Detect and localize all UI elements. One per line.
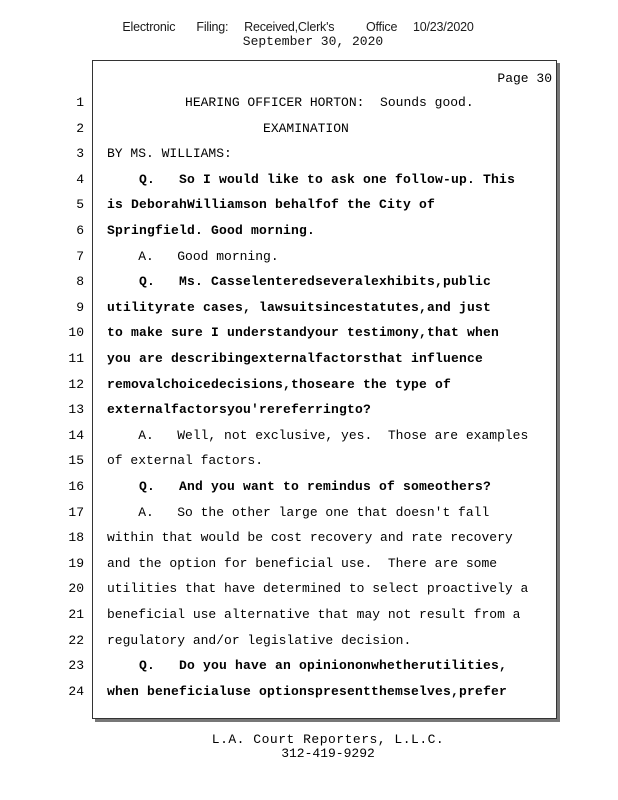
line-number: 11 [68, 351, 84, 366]
transcript-line: of external factors. [107, 453, 264, 468]
line-number: 23 [68, 658, 84, 673]
transcript-line: Q. So I would like to ask one follow-up. This [107, 172, 516, 187]
transcript-line: beneficial use alternative that may not result from a [107, 607, 521, 622]
transcript-line: within that would be cost recovery and rate recovery [107, 530, 513, 545]
line-number: 4 [76, 172, 84, 187]
line-number: 24 [68, 684, 84, 699]
line-number: 14 [68, 428, 84, 443]
transcript-line: Q. Ms. Casselenteredseveralexhibits,public [107, 274, 492, 289]
transcript-date: September 30, 2020 [242, 34, 384, 49]
line-number: 1 [76, 95, 84, 110]
transcript-line: HEARING OFFICER HORTON: Sounds good. [107, 95, 474, 110]
line-number: 8 [76, 274, 84, 289]
transcript-line: is DeborahWilliamson behalfof the City of [107, 197, 436, 212]
line-number: 20 [68, 581, 84, 596]
page-number: Page 30 [497, 71, 552, 86]
court-reporter-phone: 312-419-9292 [281, 746, 375, 761]
transcript-line: Q. Do you have an opiniononwhetherutilities, [107, 658, 508, 673]
transcript-line: externalfactorsyou'rereferringto? [107, 402, 372, 417]
transcript-line: removalchoicedecisions,thoseare the type of [107, 377, 452, 392]
transcript-line: Springfield. Good morning. [107, 223, 316, 238]
line-number: 12 [68, 377, 84, 392]
transcript-line: to make sure I understandyour testimony,that when [107, 325, 500, 340]
line-number: 7 [76, 249, 84, 264]
line-number: 9 [76, 300, 84, 315]
line-number: 21 [68, 607, 84, 622]
line-number: 17 [68, 505, 84, 520]
line-number: 19 [68, 556, 84, 571]
transcript-line: EXAMINATION [107, 121, 349, 136]
transcript-line: when beneficialuse optionspresentthemselves,prefer [107, 684, 508, 699]
transcript-line: Q. And you want to remindus of someothers? [107, 479, 492, 494]
line-number: 18 [68, 530, 84, 545]
transcript-line: A. Good morning. [107, 249, 279, 264]
court-reporter-name: L.A. Court Reporters, L.L.C. [211, 732, 445, 747]
transcript-line: regulatory and/or legislative decision. [107, 633, 412, 648]
line-number: 5 [76, 197, 84, 212]
line-number: 16 [68, 479, 84, 494]
transcript-line: utilities that have determined to select proactively a [107, 581, 529, 596]
transcript-line: BY MS. WILLIAMS: [107, 146, 232, 161]
transcript-line: A. Well, not exclusive, yes. Those are examples [107, 428, 529, 443]
transcript-line: A. So the other large one that doesn't fall [107, 505, 490, 520]
filing-stamp: Electronic Filing: Received,Clerk's Office 10/23/2020 [122, 20, 474, 34]
line-number: 13 [68, 402, 84, 417]
line-number: 3 [76, 146, 84, 161]
line-number: 15 [68, 453, 84, 468]
line-number: 6 [76, 223, 84, 238]
line-number: 2 [76, 121, 84, 136]
transcript-line: and the option for beneficial use. There are some [107, 556, 498, 571]
line-number: 22 [68, 633, 84, 648]
line-number: 10 [68, 325, 84, 340]
transcript-line: you are describingexternalfactorsthat influence [107, 351, 484, 366]
transcript-line: utilityrate cases, lawsuitsincestatutes,and just [107, 300, 492, 315]
